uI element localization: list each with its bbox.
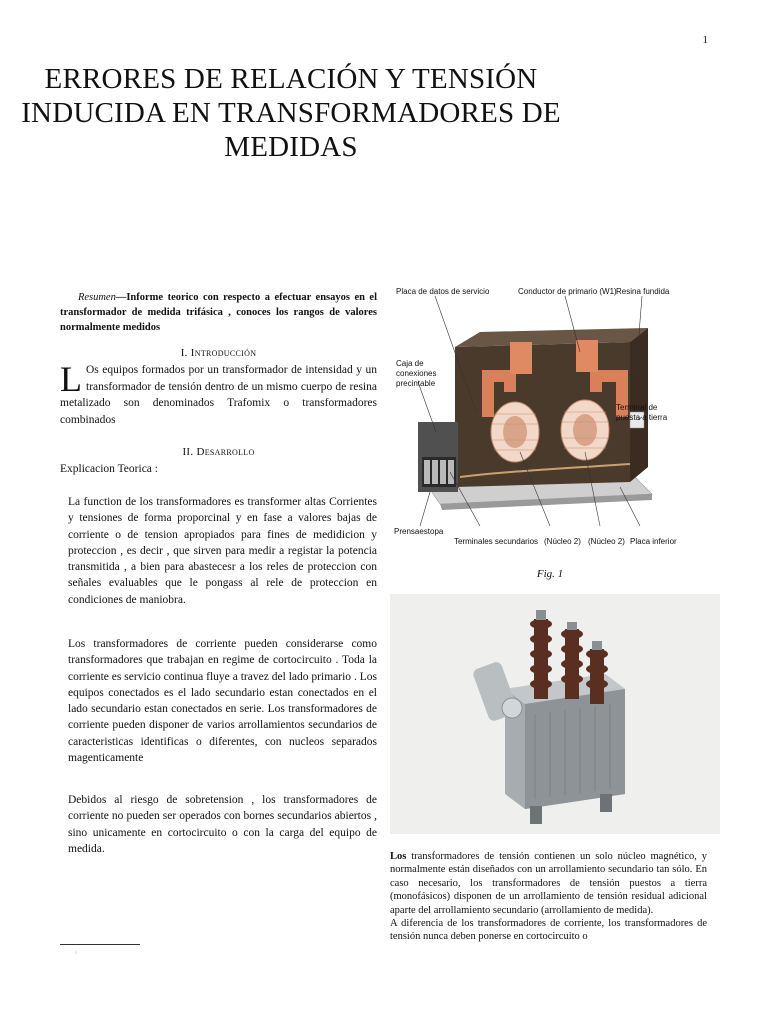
right-text-2: A diferencia de los transformadores de corriente, los transformadores de tensión nunca deben ponerse en cortocircuito o	[390, 918, 707, 943]
label-prensaestopa: Prensaestopa	[394, 527, 444, 536]
footnote-mark: ¹	[75, 950, 78, 958]
body-paragraph: La function de los transformadores es transformer altas Corrientes y tensiones de forma proporcinal y en fase a valores bajas de corriente o de tension apropiados para fines de medidicion y proteccion , es decir , que sirven para medir a registar la potencia transmitida , a bien para abastecesr a los reles de proteccion con señales evaluables que le pongass al rele de proteccion en condiciones de maniobra.	[68, 496, 377, 606]
right-first-word: Los	[390, 851, 407, 862]
page-number: 1	[702, 34, 708, 46]
title-line-1: ERRORES DE RELACIÓN Y TENSIÓN	[44, 63, 538, 95]
label-terminales: Terminales secundarios	[454, 537, 539, 546]
label-caja-3: precintable	[396, 379, 436, 388]
label-terminal-2: puesta a tierra	[616, 413, 668, 422]
label-conductor: Conductor de primario (W1)	[518, 287, 617, 296]
introduction-paragraph	[60, 359, 377, 428]
label-nucleo-b: (Núcleo 2)	[588, 537, 625, 546]
right-text-1: transformadores de tensión contienen un solo núcleo magnético, y normalmente están diseñados con un arrollamiento secundario tan sólo. En caso necesario, los transformadores de tensión puestos a tierra (monofásicos) disponen de un arrollamiento de tensión residual adicional aparte del arrollamiento secundario (arrollamiento de medida).	[390, 851, 707, 916]
label-caja-1: Caja de	[396, 359, 424, 368]
abstract-dash: —	[115, 292, 127, 303]
title-line-3: MEDIDAS	[224, 131, 358, 163]
abstract-text: Informe teorico con respecto a efectuar ensayos en el transformador de medida trifásica , conoces los rangos de valores normalmente medidos	[60, 292, 378, 333]
label-resina: Resina fundida	[616, 287, 670, 296]
introduction-text: Os equipos formados por un transformador de intensidad y un transformador de tensión dentro de un mismo cuerpo de resina metalizado son denominados Trafomix o transformadores combinados	[60, 364, 377, 426]
label-terminal-1: Terminal de	[616, 403, 658, 412]
section-heading-introduccion: I. Introducción	[180, 347, 257, 359]
right-column-paragraph	[390, 850, 707, 944]
page-title	[0, 62, 582, 164]
figure-1-transformer-diagram	[390, 282, 677, 554]
body-paragraph: Los transformadores de corriente pueden considerarse como transformadores que trabajan en regime de cortocircuito . Toda la corriente es servicio continua fluye a travez del lado primario . Los equipos conectados es el lado secundario estan conectados en el lado secundario estan conectados en serie. Los transformadores de corriente pueden disponer de varios arrollamientos secundarios de caracteristicas identificas o diferentes, con nucleos separados magenticamente	[68, 638, 377, 765]
transformer-photo	[390, 594, 720, 834]
subheading-explicacion: Explicacion Teorica :	[60, 463, 158, 475]
figure-caption: Fig. 1	[536, 568, 564, 580]
footnote-rule	[60, 944, 140, 945]
label-nucleo-a: (Núcleo 2)	[544, 537, 581, 546]
abstract	[60, 290, 377, 335]
label-placa-inferior: Placa inferior	[630, 537, 677, 546]
label-placa-datos: Placa de datos de servicio	[396, 287, 490, 296]
section-heading-desarrollo: II. Desarrollo	[182, 446, 255, 458]
abstract-lead: Resumen	[77, 292, 116, 303]
dropcap: L	[60, 359, 82, 399]
label-caja-2: conexiones	[396, 369, 437, 378]
title-line-2: INDUCIDA EN TRANSFORMADORES DE	[21, 97, 561, 129]
body-paragraph: Debidos al riesgo de sobretension , los transformadores de corriente no pueden ser operados con bornes secundarios abiertos , sino unicamente en cortocircuito o con la carga del equipo de medida.	[68, 794, 377, 855]
